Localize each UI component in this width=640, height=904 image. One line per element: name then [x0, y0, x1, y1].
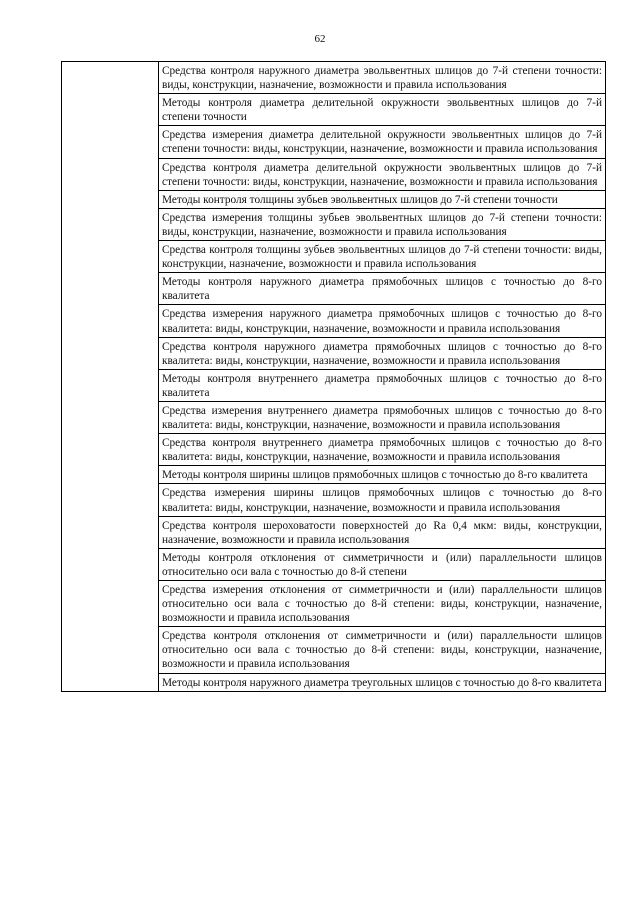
- requirement-text-cell: Средства контроля шероховатости поверхностей до Ra 0,4 мкм: виды, конструкции, назначение, возможности и правила использования: [159, 516, 606, 548]
- requirement-text-cell: Методы контроля наружного диаметра треугольных шлицов с точностью до 8-го квалитета: [159, 673, 606, 691]
- requirement-text-cell: Средства контроля диаметра делительной окружности эвольвентных шлицов до 7-й степени точности: виды, конструкции, назначение, возможности и правила использования: [159, 158, 606, 190]
- page-number: 62: [314, 33, 326, 45]
- requirement-text-cell: Средства измерения ширины шлицов прямобочных шлицов с точностью до 8-го квалитета: виды, конструкции, назначение, возможности и правила использования: [159, 484, 606, 516]
- requirement-text-cell: Методы контроля толщины зубьев эвольвентных шлицов до 7-й степени точности: [159, 190, 606, 208]
- left-column-cell: [62, 62, 159, 692]
- requirement-text-cell: Средства контроля толщины зубьев эвольвентных шлицов до 7-й степени точности: виды, конструкции, назначение, возможности и правила использования: [159, 241, 606, 273]
- requirement-text-cell: Средства измерения отклонения от симметричности и (или) параллельности шлицов относительно оси вала с точностью до 8-й степени: виды, конструкции, назначение, возможности и правила использования: [159, 581, 606, 627]
- table-row: [62, 62, 606, 94]
- requirements-table-body: [62, 62, 606, 692]
- requirement-text-cell: Методы контроля внутреннего диаметра прямобочных шлицов с точностью до 8-го квалитета: [159, 369, 606, 401]
- requirement-text-cell: Методы контроля ширины шлицов прямобочных шлицов с точностью до 8-го квалитета: [159, 466, 606, 484]
- requirement-text-cell: Методы контроля диаметра делительной окружности эвольвентных шлицов до 7-й степени точности: [159, 94, 606, 126]
- requirement-text-cell: Средства измерения толщины зубьев эвольвентных шлицов до 7-й степени точности: виды, конструкции, назначение, возможности и правила использования: [159, 208, 606, 240]
- requirement-text-cell: Методы контроля отклонения от симметричности и (или) параллельности шлицов относительно оси вала с точностью до 8-й степени: [159, 548, 606, 580]
- requirement-text-cell: Методы контроля наружного диаметра прямобочных шлицов с точностью до 8-го квалитета: [159, 273, 606, 305]
- requirement-text-cell: Средства контроля внутреннего диаметра прямобочных шлицов с точностью до 8-го квалитета: виды, конструкции, назначение, возможности и правила использования: [159, 434, 606, 466]
- requirement-text-cell: Средства контроля отклонения от симметричности и (или) параллельности шлицов относительно оси вала с точностью до 8-й степени: виды, конструкции, назначение, возможности и правила использования: [159, 627, 606, 673]
- requirement-text-cell: Средства контроля наружного диаметра эвольвентных шлицов до 7-й степени точности: виды, конструкции, назначение, возможности и правила использования: [159, 62, 606, 94]
- requirement-text-cell: Средства измерения наружного диаметра прямобочных шлицов с точностью до 8-го квалитета: виды, конструкции, назначение, возможности и правила использования: [159, 305, 606, 337]
- requirement-text-cell: Средства контроля наружного диаметра прямобочных шлицов с точностью до 8-го квалитета: виды, конструкции, назначение, возможности и правила использования: [159, 337, 606, 369]
- requirements-table: [61, 61, 606, 692]
- requirement-text-cell: Средства измерения диаметра делительной окружности эвольвентных шлицов до 7-й степени точности: виды, конструкции, назначение, возможности и правила использования: [159, 126, 606, 158]
- requirement-text-cell: Средства измерения внутреннего диаметра прямобочных шлицов с точностью до 8-го квалитета: виды, конструкции, назначение, возможности и правила использования: [159, 401, 606, 433]
